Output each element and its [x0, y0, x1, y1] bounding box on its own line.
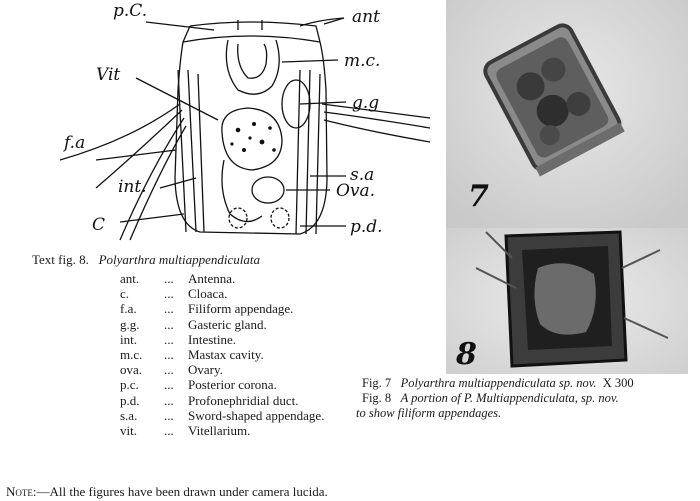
legend-full: Intestine. [188, 331, 237, 347]
note-text [6, 484, 328, 500]
legend-abbr: p.c. [120, 377, 139, 393]
label-mc: m.c. [344, 51, 381, 71]
fig-8-caption-prefix: Fig. 8 [362, 391, 392, 405]
photo-captions [356, 376, 634, 421]
legend-sep: ... [164, 347, 174, 363]
legend-row [120, 286, 324, 301]
legend-sep: ... [164, 362, 174, 378]
label-ant: ant [352, 7, 380, 27]
photo-fig-8-image [446, 228, 688, 374]
legend-row [120, 317, 324, 332]
legend-full: Antenna. [188, 271, 236, 286]
fig-8-number: 8 [456, 337, 477, 372]
legend-full: Cloaca. [188, 286, 228, 302]
legend-sep: ... [164, 271, 174, 286]
legend-abbr: int. [120, 331, 137, 347]
legend-sep: ... [164, 301, 174, 317]
legend-row [120, 301, 324, 316]
legend-row [120, 347, 324, 362]
legend-sep: ... [164, 316, 174, 332]
caption-title: Polyarthra multiappendiculata [98, 252, 261, 267]
profonephridial-duct [229, 208, 247, 228]
fig-7-caption-title: Polyarthra multiappendiculata sp. nov. [400, 376, 597, 390]
photo-fig-7-image [446, 0, 688, 228]
photo-fig-8 [446, 228, 688, 374]
top-rim [183, 36, 320, 42]
legend-abbr: ova. [120, 362, 143, 378]
legend-sep: ... [164, 286, 174, 302]
label-gg: g.g [352, 93, 380, 113]
fig-7-number: 7 [468, 179, 489, 214]
fig-8-caption-continued [356, 406, 634, 421]
note-body: :—All the figures have been drawn under camera lucida. [32, 484, 328, 499]
legend-abbr: ant. [120, 271, 140, 286]
label-int: int. [118, 177, 147, 197]
photo-fig-7 [446, 0, 688, 228]
legend-abbr: s.a. [120, 407, 138, 423]
legend-row [120, 393, 324, 408]
right-appendage-bundle [296, 70, 320, 234]
legend-abbr: g.g. [120, 316, 140, 332]
label-sa: s.a [350, 165, 375, 185]
legend-full: Filiform appendage. [188, 301, 294, 317]
legend-sep: ... [164, 392, 174, 408]
ovary [252, 177, 284, 203]
label-pc: p.C. [113, 1, 148, 21]
left-appendage-bundle [178, 70, 204, 232]
legend-full: Profonephridial duct. [188, 392, 299, 408]
fig-8-caption-text-2: to show filiform appendages. [356, 406, 502, 420]
mastax-cavity [226, 40, 279, 94]
legend-full: Posterior corona. [188, 377, 277, 393]
label-pd: p.d. [350, 217, 383, 237]
label-vit: Vit [96, 65, 121, 85]
legend-full: Sword-shaped appendage. [188, 407, 325, 423]
label-fa: f.a [64, 133, 86, 153]
label-ova: Ova. [336, 181, 376, 201]
legend-sep: ... [164, 423, 174, 439]
legend-full: Ovary. [188, 362, 223, 378]
note-lead: Note [6, 484, 33, 499]
legend-row [120, 377, 324, 392]
legend-row [120, 362, 324, 377]
fig-8-caption [356, 391, 634, 406]
caption-prefix: Text fig. 8. [32, 252, 89, 267]
legend-abbr: f.a. [120, 301, 137, 317]
legend-abbr: p.d. [120, 392, 140, 408]
fig-7-caption-suffix: X 300 [602, 376, 634, 390]
legend-sep: ... [164, 407, 174, 423]
legend-row [120, 332, 324, 347]
text-fig-caption [32, 252, 260, 268]
legend-sep: ... [164, 331, 174, 347]
legend-abbr: vit. [120, 423, 137, 439]
legend-sep: ... [164, 377, 174, 393]
fig-7-caption-prefix: Fig. 7 [362, 376, 392, 390]
legend-row [120, 423, 324, 438]
fig-7-caption [356, 376, 634, 391]
legend-row [120, 271, 324, 286]
label-c: C [92, 215, 106, 235]
vitellarium [222, 108, 282, 170]
legend-full: Gasteric gland. [188, 316, 267, 332]
legend-row [120, 408, 324, 423]
text-fig-8-drawing [0, 0, 430, 248]
legend-abbr: c. [120, 286, 130, 302]
fig-8-caption-text: A portion of P. Multiappendiculata, sp. nov. [400, 391, 619, 405]
legend-full: Vitellarium. [188, 423, 251, 439]
legend-full: Mastax cavity. [188, 347, 264, 363]
legend-abbr: m.c. [120, 347, 143, 363]
abbreviation-legend [120, 271, 324, 438]
